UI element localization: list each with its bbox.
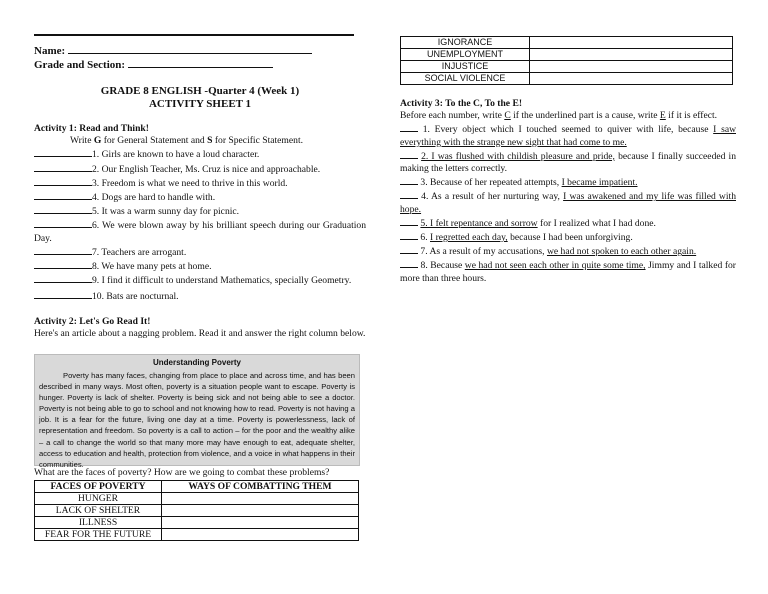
list-item: 8. Because we had not seen each other in quite some time, Jimmy and I talked for more than three hours. [400, 260, 737, 284]
article-box [34, 354, 360, 469]
answer-blank[interactable] [400, 244, 418, 254]
table-row [401, 61, 733, 73]
answer-cell[interactable] [530, 73, 733, 85]
answer-blank[interactable] [400, 175, 418, 185]
grade-label: Grade and Section: [34, 59, 126, 71]
activity1-items [34, 147, 366, 303]
answer-blank[interactable] [34, 162, 92, 172]
list-item: 6. I regretted each day, because I had been unforgiving. [400, 230, 736, 244]
list-item: 3. Freedom is what we need to thrive in this world. [34, 176, 366, 190]
answer-blank[interactable] [400, 258, 418, 268]
name-label: Name: [34, 45, 66, 57]
face-cell: SOCIAL VIOLENCE [401, 73, 530, 85]
table-row [35, 505, 359, 517]
activity2-heading: Activity 2: Let's Go Read It! [34, 315, 151, 327]
answer-cell[interactable] [162, 517, 359, 529]
table-row [35, 529, 359, 541]
list-item: 8. We have many pets at home. [34, 259, 366, 273]
answer-blank[interactable] [400, 230, 418, 240]
answer-blank[interactable] [34, 273, 92, 283]
list-item: 7. Teachers are arrogant. [34, 245, 366, 259]
answer-cell[interactable] [162, 505, 359, 517]
list-item: 7. As a result of my accusations, we had not spoken to each other again. [400, 244, 736, 258]
table-row [35, 493, 359, 505]
table-row [401, 73, 733, 85]
list-item: 3. Because of her repeated attempts, I became impatient. [400, 175, 736, 189]
list-item: 4. Dogs are hard to handle with. [34, 190, 366, 204]
face-cell: LACK OF SHELTER [35, 505, 162, 517]
title-line-2: ACTIVITY SHEET 1 [148, 97, 252, 110]
table-header-row [35, 481, 359, 493]
answer-blank[interactable] [34, 176, 92, 186]
answer-cell[interactable] [530, 37, 733, 49]
answer-blank[interactable] [34, 190, 92, 200]
answer-blank[interactable] [400, 149, 418, 159]
faces-header: FACES OF POVERTY [35, 481, 162, 493]
answer-cell[interactable] [530, 61, 733, 73]
answer-cell[interactable] [162, 529, 359, 541]
name-blank[interactable] [68, 44, 312, 54]
answer-cell[interactable] [530, 49, 733, 61]
grade-blank[interactable] [128, 58, 273, 68]
list-item: 4. As a result of her nurturing way, I was awakened and my life was filled with hope. [400, 191, 736, 215]
list-item: 5. I felt repentance and sorrow for I realized what I had done. [400, 216, 736, 230]
face-cell: INJUSTICE [401, 61, 530, 73]
list-item: 1. Every object which I touched seemed to quiver with life, because I saw everything with the strange new sight that had come to me. [400, 124, 736, 148]
table-row [401, 49, 733, 61]
activity1-instruction: Write G for General Statement and S for Specific Statement. [70, 135, 304, 147]
answer-blank[interactable] [400, 189, 418, 199]
answer-blank[interactable] [400, 216, 418, 226]
answer-cell[interactable] [162, 493, 359, 505]
face-cell: HUNGER [35, 493, 162, 505]
list-item: 10. Bats are nocturnal. [34, 289, 366, 303]
activity2-instruction: Here's an article about a nagging problem. Read it and answer the right column below. [34, 327, 366, 339]
face-cell: UNEMPLOYMENT [401, 49, 530, 61]
activity3-instruction: Before each number, write C if the underlined part is a cause, write E if it is effect. [400, 110, 718, 122]
face-cell: ILLNESS [35, 517, 162, 529]
article-title: Understanding Poverty [152, 358, 241, 367]
answer-blank[interactable] [400, 122, 418, 132]
face-cell: FEAR FOR THE FUTURE [35, 529, 162, 541]
answer-blank[interactable] [34, 147, 92, 157]
list-item: 9. I find it difficult to understand Mathematics, specially Geometry. [34, 273, 366, 287]
activity1-heading: Activity 1: Read and Think! [34, 123, 149, 134]
list-item: 2. Our English Teacher, Ms. Cruz is nice and approachable. [34, 162, 366, 176]
faces-table-continued [400, 36, 733, 85]
faces-table [34, 480, 359, 541]
list-item: 6. We were blown away by his brilliant speech during our Graduation Day. [34, 220, 366, 244]
table-row [401, 37, 733, 49]
title-line-1: GRADE 8 ENGLISH -Quarter 4 (Week 1) [100, 85, 300, 97]
answer-blank[interactable] [34, 218, 92, 228]
poverty-question: What are the faces of poverty? How are we going to combat these problems? [34, 467, 330, 478]
name-line [34, 44, 366, 58]
activity3-section [400, 98, 736, 285]
left-column [34, 30, 366, 340]
list-item: 5. It was a warm sunny day for picnic. [34, 204, 366, 218]
face-cell: IGNORANCE [401, 37, 530, 49]
grade-line [34, 58, 366, 72]
answer-blank[interactable] [34, 245, 92, 255]
answer-blank[interactable] [34, 204, 92, 214]
article-body: Poverty has many faces, changing from place to place and across time, and has been described in many ways. Most often, poverty is a situation people want to escape. Poverty is hunger. Poverty is lack of shelter. Poverty is being sick and not being able to see a doctor. Poverty is not being able to go to school and not knowing how to read. Poverty is not having a job. It is a fear for the future, living one day at a time. Poverty is powerlessness, lack of representation and freedom. So poverty is a call to action – for the poor and the wealthy alike – a call to change the world so that many more may have enough to eat, adequate shelter, access to education and health, protection from violence, and a voice in what happens in their communities. [39, 371, 355, 469]
activity3-heading: Activity 3: To the C, To the E! [400, 98, 523, 109]
ways-header: WAYS OF COMBATTING THEM [162, 481, 359, 493]
list-item: 2. I was flushed with childish pleasure and pride, because I finally succeeded in making the letters correctly. [400, 150, 736, 175]
table-row [35, 517, 359, 529]
answer-blank[interactable] [34, 259, 92, 269]
answer-blank[interactable] [34, 289, 92, 299]
list-item: 1. Girls are known to have a loud character. [34, 147, 366, 161]
